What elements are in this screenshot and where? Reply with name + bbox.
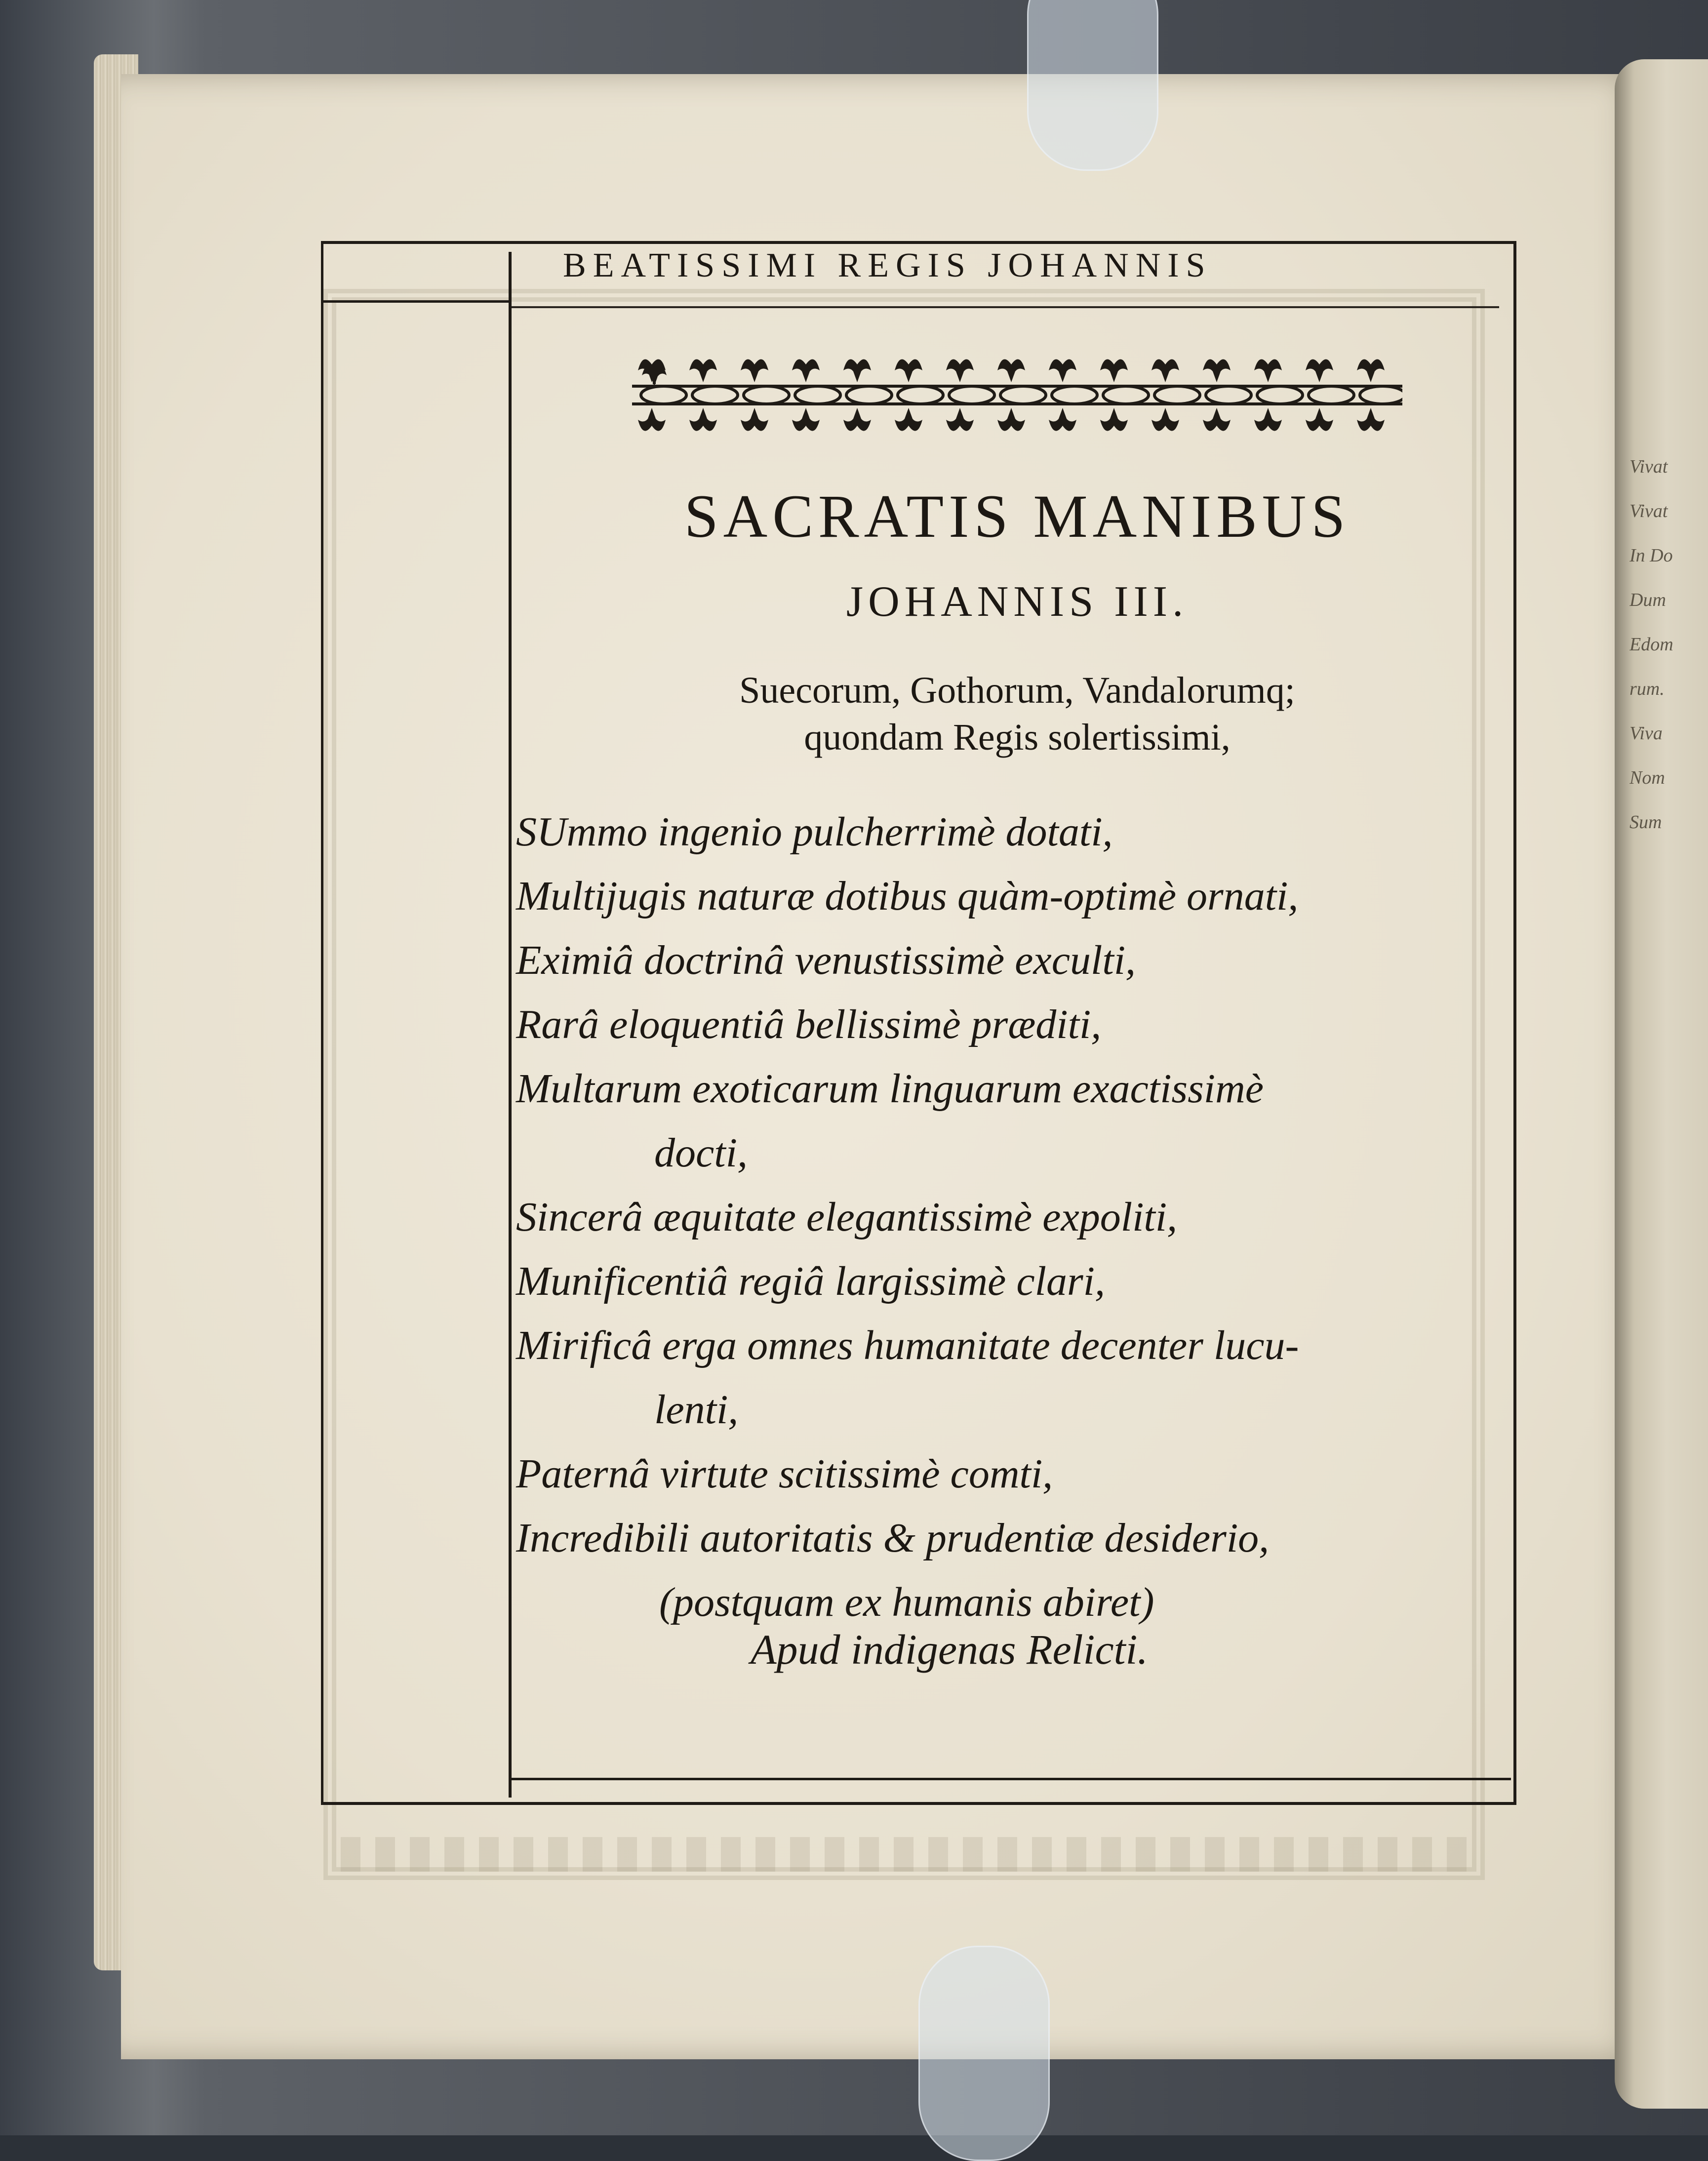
fleuron-icon <box>632 346 1402 442</box>
verse-line: Rarâ eloquentiâ bellissimè præditi, <box>516 1001 1102 1047</box>
dedication-line: quondam Regis solertissimi, <box>804 717 1231 758</box>
page-clip <box>918 1946 1050 2161</box>
facing-page-text <box>1629 444 1704 844</box>
facing-fragment: rum. <box>1629 679 1665 699</box>
page-clip <box>1027 0 1158 171</box>
verse-line: Paternâ virtute scitissimè comti, <box>516 1451 1053 1497</box>
facing-page <box>1615 59 1708 2109</box>
subtitle: JOHANNIS III. <box>846 578 1189 626</box>
verse-line: Multijugis naturæ dotibus quàm-optimè ornati, <box>516 873 1299 919</box>
frame-bottom-rule <box>509 1778 1511 1780</box>
verse-line: Sincerâ æquitate elegantissimè expoliti, <box>516 1194 1178 1240</box>
header-rule <box>321 300 509 303</box>
verse-line: Eximiâ doctrinâ venustissimè exculti, <box>516 937 1136 983</box>
verse-block <box>516 800 1504 1635</box>
verse-line: lenti, <box>654 1387 739 1433</box>
facing-fragment: Viva <box>1629 723 1663 744</box>
closing-line: Apud indigenas Relicti. <box>751 1626 1148 1673</box>
running-head: BEATISSIMI REGIS JOHANNIS <box>563 246 1212 284</box>
facing-fragment: Vivat <box>1629 501 1668 521</box>
verse-line: Multarum exoticarum linguarum exactissimè <box>516 1066 1264 1112</box>
ornament-band <box>632 346 1402 442</box>
facing-fragment: In Do <box>1629 545 1673 566</box>
header-rule <box>512 306 1499 308</box>
verse-line: Munificentiâ regiâ largissimè clari, <box>516 1258 1105 1304</box>
frame-inner-rule <box>509 252 512 1798</box>
verse-line: (postquam ex humanis abiret) <box>659 1579 1154 1625</box>
facing-fragment: Vivat <box>1629 456 1668 477</box>
facing-fragment: Dum <box>1629 590 1666 610</box>
verse-line: SUmmo ingenio pulcherrimè dotati, <box>516 809 1113 855</box>
verse-line: docti, <box>654 1130 748 1176</box>
verse-line: Incredibili autoritatis & prudentiæ desiderio, <box>516 1515 1270 1561</box>
title: SACRATIS MANIBUS <box>684 482 1351 550</box>
show-through-ornament <box>341 1837 1476 1872</box>
facing-fragment: Nom <box>1629 767 1665 788</box>
dedication-line: Suecorum, Gothorum, Vandalorumq; <box>739 670 1295 711</box>
verse-line: Mirificâ erga omnes humanitate decenter lucu- <box>516 1322 1299 1368</box>
facing-fragment: Edom <box>1629 634 1673 655</box>
facing-fragment: Sum <box>1629 812 1662 833</box>
